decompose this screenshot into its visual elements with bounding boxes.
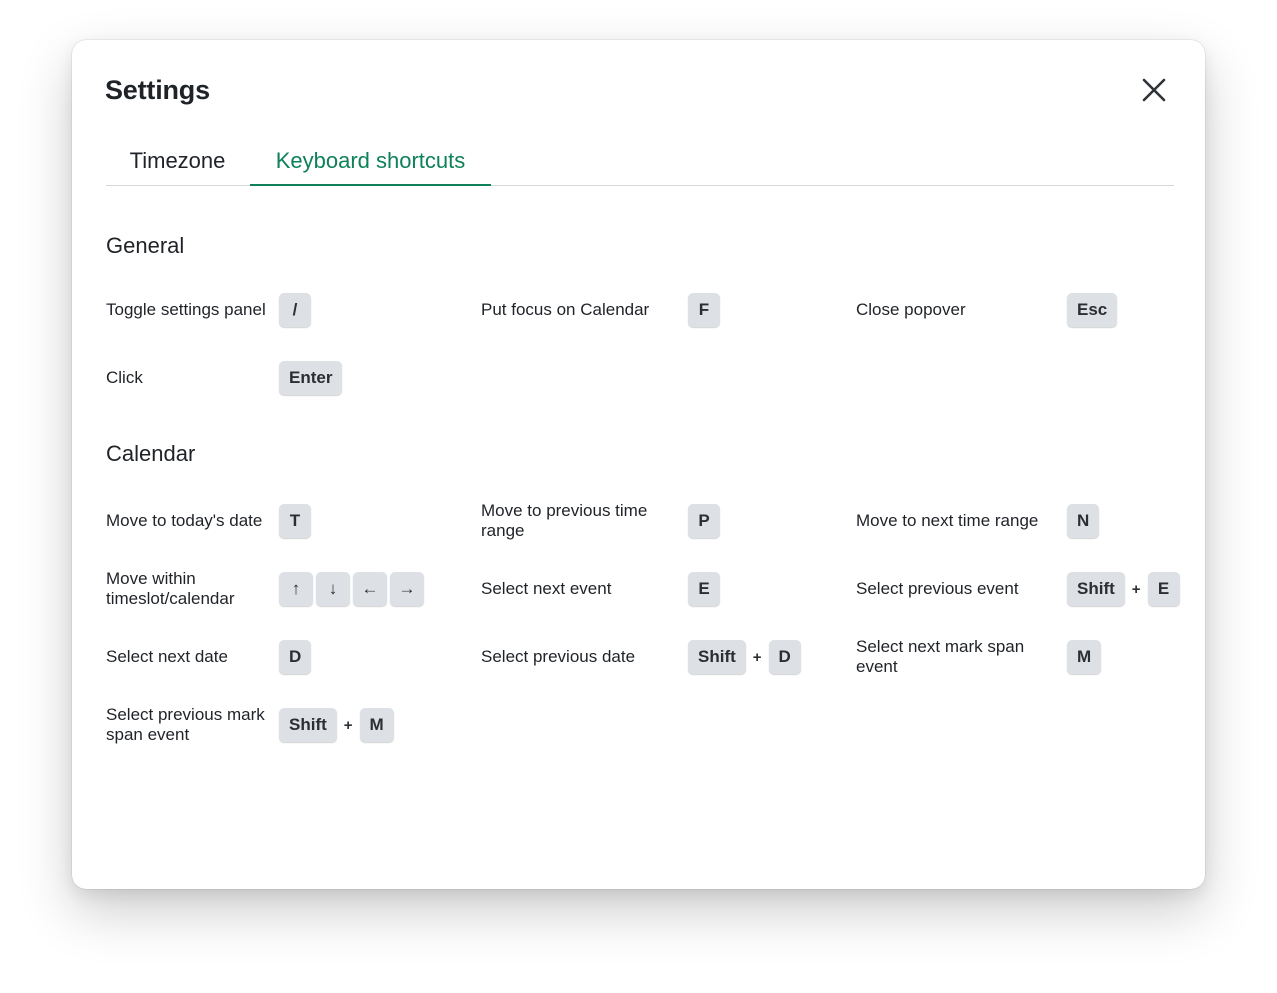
shortcut-label: Select next date (106, 647, 228, 666)
key-plus: + (1131, 580, 1141, 598)
key-cap: Shift (279, 708, 337, 742)
key-cap: P (688, 504, 720, 538)
shortcut-row (106, 569, 1174, 609)
shortcut-row (106, 358, 1174, 398)
shortcut-row (106, 501, 1174, 541)
shortcut-focus-calendar (481, 290, 841, 330)
key-combo (1067, 504, 1099, 538)
key-cap: D (769, 640, 801, 674)
key-combo (688, 504, 720, 538)
key-cap: Enter (279, 361, 342, 395)
key-combo (688, 293, 720, 327)
shortcut-label: Select previous event (856, 579, 1019, 598)
shortcut-label: Select previous date (481, 647, 636, 666)
tab-keyboard-shortcuts[interactable]: Keyboard shortcuts (250, 143, 491, 186)
shortcut-next-date (106, 637, 466, 677)
shortcut-label: Toggle settings panel (106, 300, 266, 319)
shortcut-label: Move to next time range (856, 511, 1039, 530)
settings-dialog (72, 40, 1205, 889)
arrow-down-icon: ↓ (316, 572, 350, 606)
key-combo (279, 572, 427, 606)
key-combo (279, 361, 342, 395)
shortcut-label: Select next event (481, 579, 612, 598)
shortcut-label: Move to previous time range (481, 501, 648, 540)
close-icon (1138, 74, 1170, 106)
key-plus: + (343, 716, 353, 734)
shortcut-label: Close popover (856, 300, 966, 319)
arrow-up-icon: ↑ (279, 572, 313, 606)
shortcut-label: Move within timeslot/calendar (106, 569, 235, 608)
key-combo (1067, 293, 1117, 327)
shortcut-row (106, 290, 1174, 330)
shortcut-today (106, 501, 466, 541)
section-title-calendar: Calendar (106, 441, 196, 466)
shortcut-close-popover (856, 290, 1174, 330)
arrow-left-icon: ← (353, 572, 387, 606)
key-cap: Shift (688, 640, 746, 674)
key-cap: M (1067, 640, 1101, 674)
shortcut-row (106, 705, 1174, 745)
key-combo (279, 293, 311, 327)
shortcut-next-range (856, 501, 1174, 541)
shortcut-toggle-settings (106, 290, 466, 330)
key-combo (279, 504, 311, 538)
tab-bar (106, 143, 1174, 186)
shortcut-previous-range (481, 501, 841, 541)
shortcut-previous-event (856, 569, 1174, 609)
key-combo (279, 640, 311, 674)
dialog-title: Settings (105, 75, 210, 105)
shortcut-click (106, 358, 466, 398)
shortcut-move-within (106, 569, 466, 609)
key-cap: T (279, 504, 311, 538)
key-combo (279, 708, 394, 742)
shortcut-row (106, 637, 1174, 677)
key-cap: E (688, 572, 720, 606)
shortcut-previous-date (481, 637, 841, 677)
shortcut-label: Select previous mark span event (106, 705, 265, 744)
key-cap: M (360, 708, 394, 742)
key-combo (1067, 572, 1180, 606)
key-cap: D (279, 640, 311, 674)
shortcut-next-event (481, 569, 841, 609)
tab-timezone[interactable]: Timezone (129, 148, 226, 173)
key-cap: N (1067, 504, 1099, 538)
key-cap: / (279, 293, 311, 327)
key-cap: F (688, 293, 720, 327)
shortcut-label: Put focus on Calendar (481, 300, 650, 319)
key-cap: Shift (1067, 572, 1125, 606)
shortcut-label: Select next mark span event (856, 637, 1025, 676)
shortcut-previous-mark-span (106, 705, 466, 745)
shortcut-label: Click (106, 368, 143, 387)
key-cap: Esc (1067, 293, 1117, 327)
close-button[interactable] (1138, 74, 1170, 106)
shortcut-next-mark-span (856, 637, 1174, 677)
key-combo (688, 572, 720, 606)
shortcut-label: Move to today's date (106, 511, 263, 530)
arrow-right-icon: → (390, 572, 424, 606)
key-plus: + (752, 648, 762, 666)
section-title-general: General (106, 233, 185, 258)
key-combo (688, 640, 801, 674)
key-cap: E (1148, 572, 1180, 606)
key-combo (1067, 640, 1101, 674)
